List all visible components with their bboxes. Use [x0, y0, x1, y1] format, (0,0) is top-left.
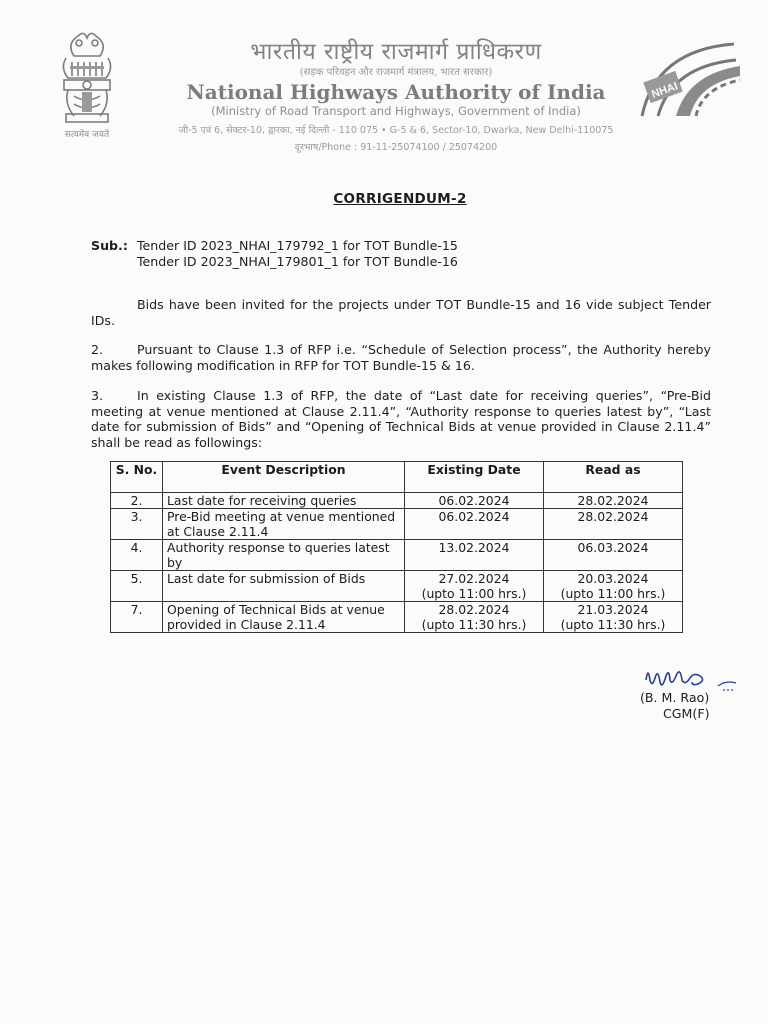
header-sno: S. No. — [111, 462, 163, 493]
cell-existing-date-note: (upto 11:00 hrs.) — [421, 586, 527, 601]
nhai-logo-icon — [636, 36, 748, 122]
nhai-logo-text: NHAI — [650, 80, 680, 101]
letterhead-hindi-title: भारतीय राष्ट्रीय राजमार्ग प्राधिकरण — [250, 39, 542, 65]
cell-existing-date: 13.02.2024 — [405, 540, 544, 571]
document-title: CORRIGENDUM-2 — [333, 191, 467, 207]
cell-existing-date: 06.02.2024 — [405, 493, 544, 509]
schedule-table — [110, 461, 683, 633]
letterhead-ministry: (Ministry of Road Transport and Highways, Government of India) — [211, 104, 581, 118]
letterhead-address: जी-5 एवं 6, सेक्टर-10, द्वारका, नई दिल्ली - 110 075 • G-5 & 6, Sector-10, Dwarka, New Delhi-110075 — [178, 125, 614, 136]
paragraph-2 — [91, 342, 711, 373]
emblem-motto: सत्यमेव जयते — [64, 130, 110, 140]
signatory-designation: CGM(F) — [663, 706, 710, 721]
letterhead-phone: दूरभाष/Phone : 91-11-25074100 / 25074200 — [294, 142, 498, 153]
cell-sno: 4. — [111, 540, 163, 571]
cell-read-as-note: (upto 11:00 hrs.) — [560, 586, 666, 601]
table-row — [111, 602, 683, 633]
cell-read-as: 28.02.2024 — [544, 509, 683, 540]
table-header-row — [111, 462, 683, 493]
cell-read-as — [544, 602, 683, 633]
cell-read-as-value: 20.03.2024 — [577, 571, 649, 586]
cell-event: Last date for receiving queries — [163, 493, 405, 509]
cell-read-as-note: (upto 11:30 hrs.) — [560, 617, 666, 632]
letterhead-hindi-subtitle: (सड़क परिवहन और राजमार्ग मंत्रालय, भारत सरकार) — [299, 67, 493, 78]
cell-existing-date: 06.02.2024 — [405, 509, 544, 540]
table-row — [111, 493, 683, 509]
cell-event: Opening of Technical Bids at venue provided in Clause 2.11.4 — [163, 602, 405, 633]
cell-sno: 3. — [111, 509, 163, 540]
cell-existing-date-value: 27.02.2024 — [438, 571, 510, 586]
header-read-as: Read as — [544, 462, 683, 493]
cell-event: Pre-Bid meeting at venue mentioned at Clause 2.11.4 — [163, 509, 405, 540]
cell-read-as: 06.03.2024 — [544, 540, 683, 571]
table-row — [111, 540, 683, 571]
letterhead-title: National Highways Authority of India — [186, 80, 606, 104]
cell-sno: 5. — [111, 571, 163, 602]
paragraph-3-number: 3. — [91, 388, 104, 403]
subject-line-1: Tender ID 2023_NHAI_179792_1 for TOT Bundle-15 — [137, 238, 458, 253]
header-existing-date: Existing Date — [405, 462, 544, 493]
paragraph-2-number: 2. — [91, 342, 104, 357]
national-emblem-icon — [52, 26, 122, 138]
paragraph-3 — [91, 388, 711, 450]
paragraph-1-text: Bids have been invited for the projects under TOT Bundle-15 and 16 vide subject Tender IDs. — [91, 297, 711, 328]
paragraph-3-text: In existing Clause 1.3 of RFP, the date of “Last date for receiving queries”, “Pre-Bid meeting at venue mentioned at Clause 2.11.4”, “Authority response to queries latest by”, “Last date for submission of Bids” and “Opening of Technical Bids at venue provided in Clause 2.11.4” shall be read as followings: — [91, 388, 711, 450]
cell-read-as — [544, 571, 683, 602]
header-event-description: Event Description — [163, 462, 405, 493]
cell-event: Last date for submission of Bids — [163, 571, 405, 602]
table-row — [111, 509, 683, 540]
table-row — [111, 571, 683, 602]
paragraph-1 — [91, 297, 711, 328]
cell-sno: 2. — [111, 493, 163, 509]
cell-event: Authority response to queries latest by — [163, 540, 405, 571]
cell-existing-date — [405, 571, 544, 602]
cell-existing-date-note: (upto 11:30 hrs.) — [421, 617, 527, 632]
cell-sno: 7. — [111, 602, 163, 633]
paragraph-2-text: Pursuant to Clause 1.3 of RFP i.e. “Schedule of Selection process”, the Authority hereby makes following modification in RFP for TOT Bundle-15 & 16. — [91, 342, 711, 373]
subject-label: Sub.: — [91, 238, 128, 253]
subject-line-2: Tender ID 2023_NHAI_179801_1 for TOT Bundle-16 — [137, 254, 458, 269]
cell-existing-date-value: 28.02.2024 — [438, 602, 510, 617]
cell-read-as: 28.02.2024 — [544, 493, 683, 509]
cell-read-as-value: 21.03.2024 — [577, 602, 649, 617]
signatory-name: (B. M. Rao) — [640, 690, 710, 705]
cell-existing-date — [405, 602, 544, 633]
